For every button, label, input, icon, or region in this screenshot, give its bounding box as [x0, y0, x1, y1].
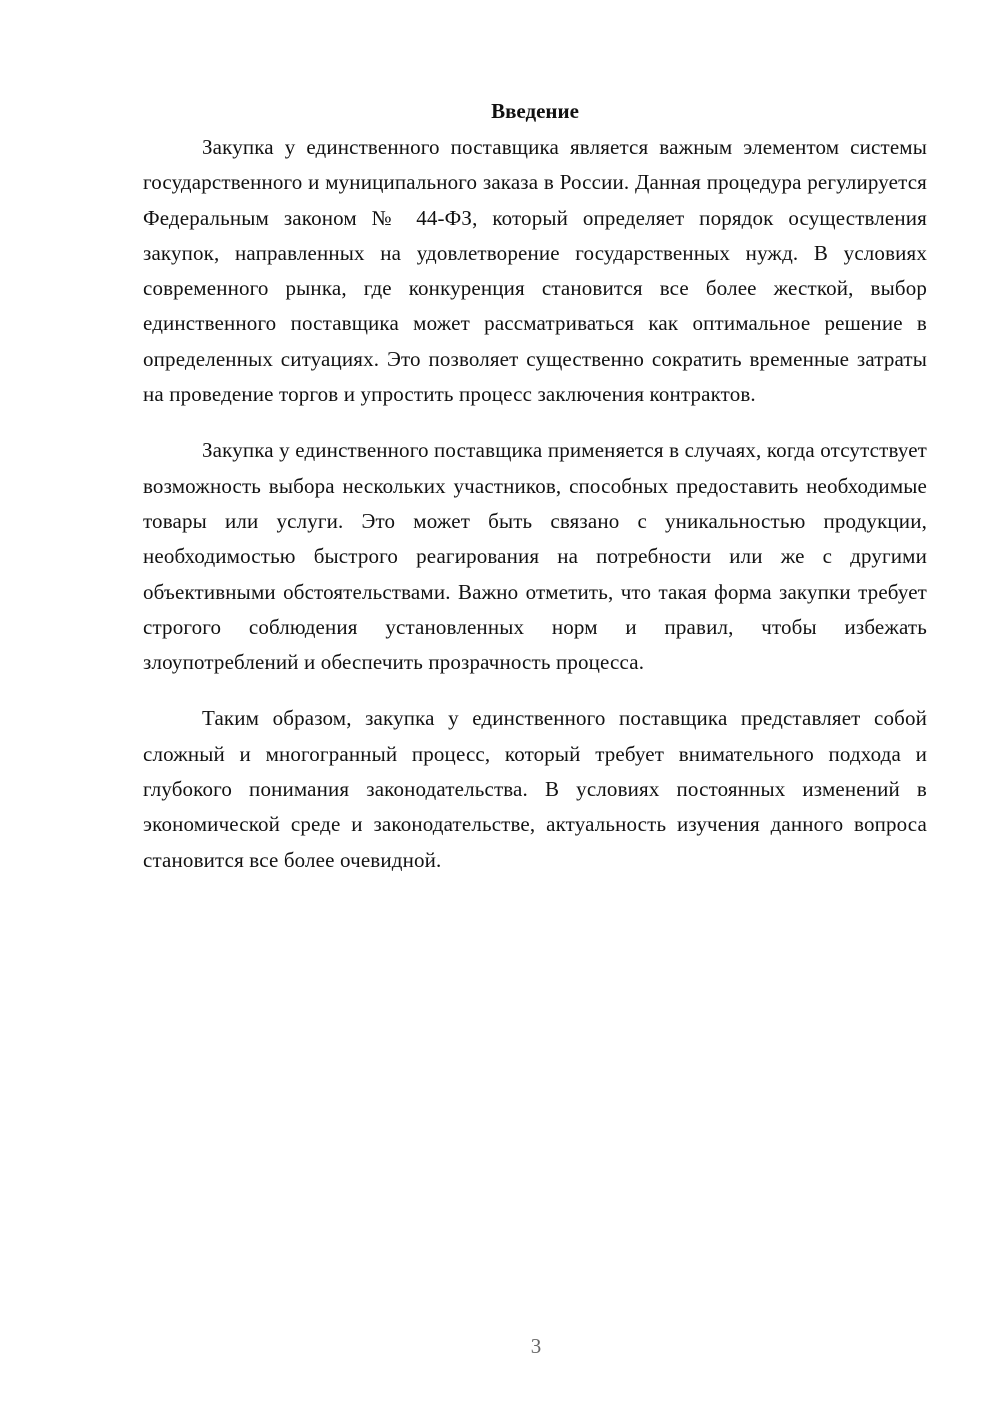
- paragraph-2: Закупка у единственного поставщика применяется в случаях, когда отсутствует возможность выбора нескольких участников, способных предоставить необходимые товары или услуги. Это может быть связано с уникальностью продукции, необходимостью быстрого реагирования на потребности или же с другими объективными обстоятельствами. Важно отметить, что такая форма закупки требует строгого соблюдения установленных норм и правил, чтобы избежать злоупотреблений и обеспечить прозрачность процесса.: [143, 438, 927, 675]
- page-content: [143, 96, 927, 899]
- page-title: Введение: [491, 99, 579, 123]
- paragraph-1: Закупка у единственного поставщика является важным элементом системы государственного и муниципального заказа в России. Данная процедура регулируется Федеральным законом № 44-ФЗ, который определяет порядок осуществления закупок, направленных на удовлетворение государственных нужд. В условиях современного рынка, где конкуренция становится все более жесткой, выбор единственного поставщика может рассматриваться как оптимальное решение в определенных ситуациях. Это позволяет существенно сократить временные затраты на проведение торгов и упростить процесс заключения контрактов.: [143, 135, 927, 407]
- page-number: 3: [530, 1334, 542, 1358]
- paragraph-3: Таким образом, закупка у единственного поставщика представляет собой сложный и многогранный процесс, который требует внимательного подхода и глубокого понимания законодательства. В условиях постоянных изменений в экономической среде и законодательстве, актуальность изучения данного вопроса становится все более очевидной.: [143, 706, 927, 872]
